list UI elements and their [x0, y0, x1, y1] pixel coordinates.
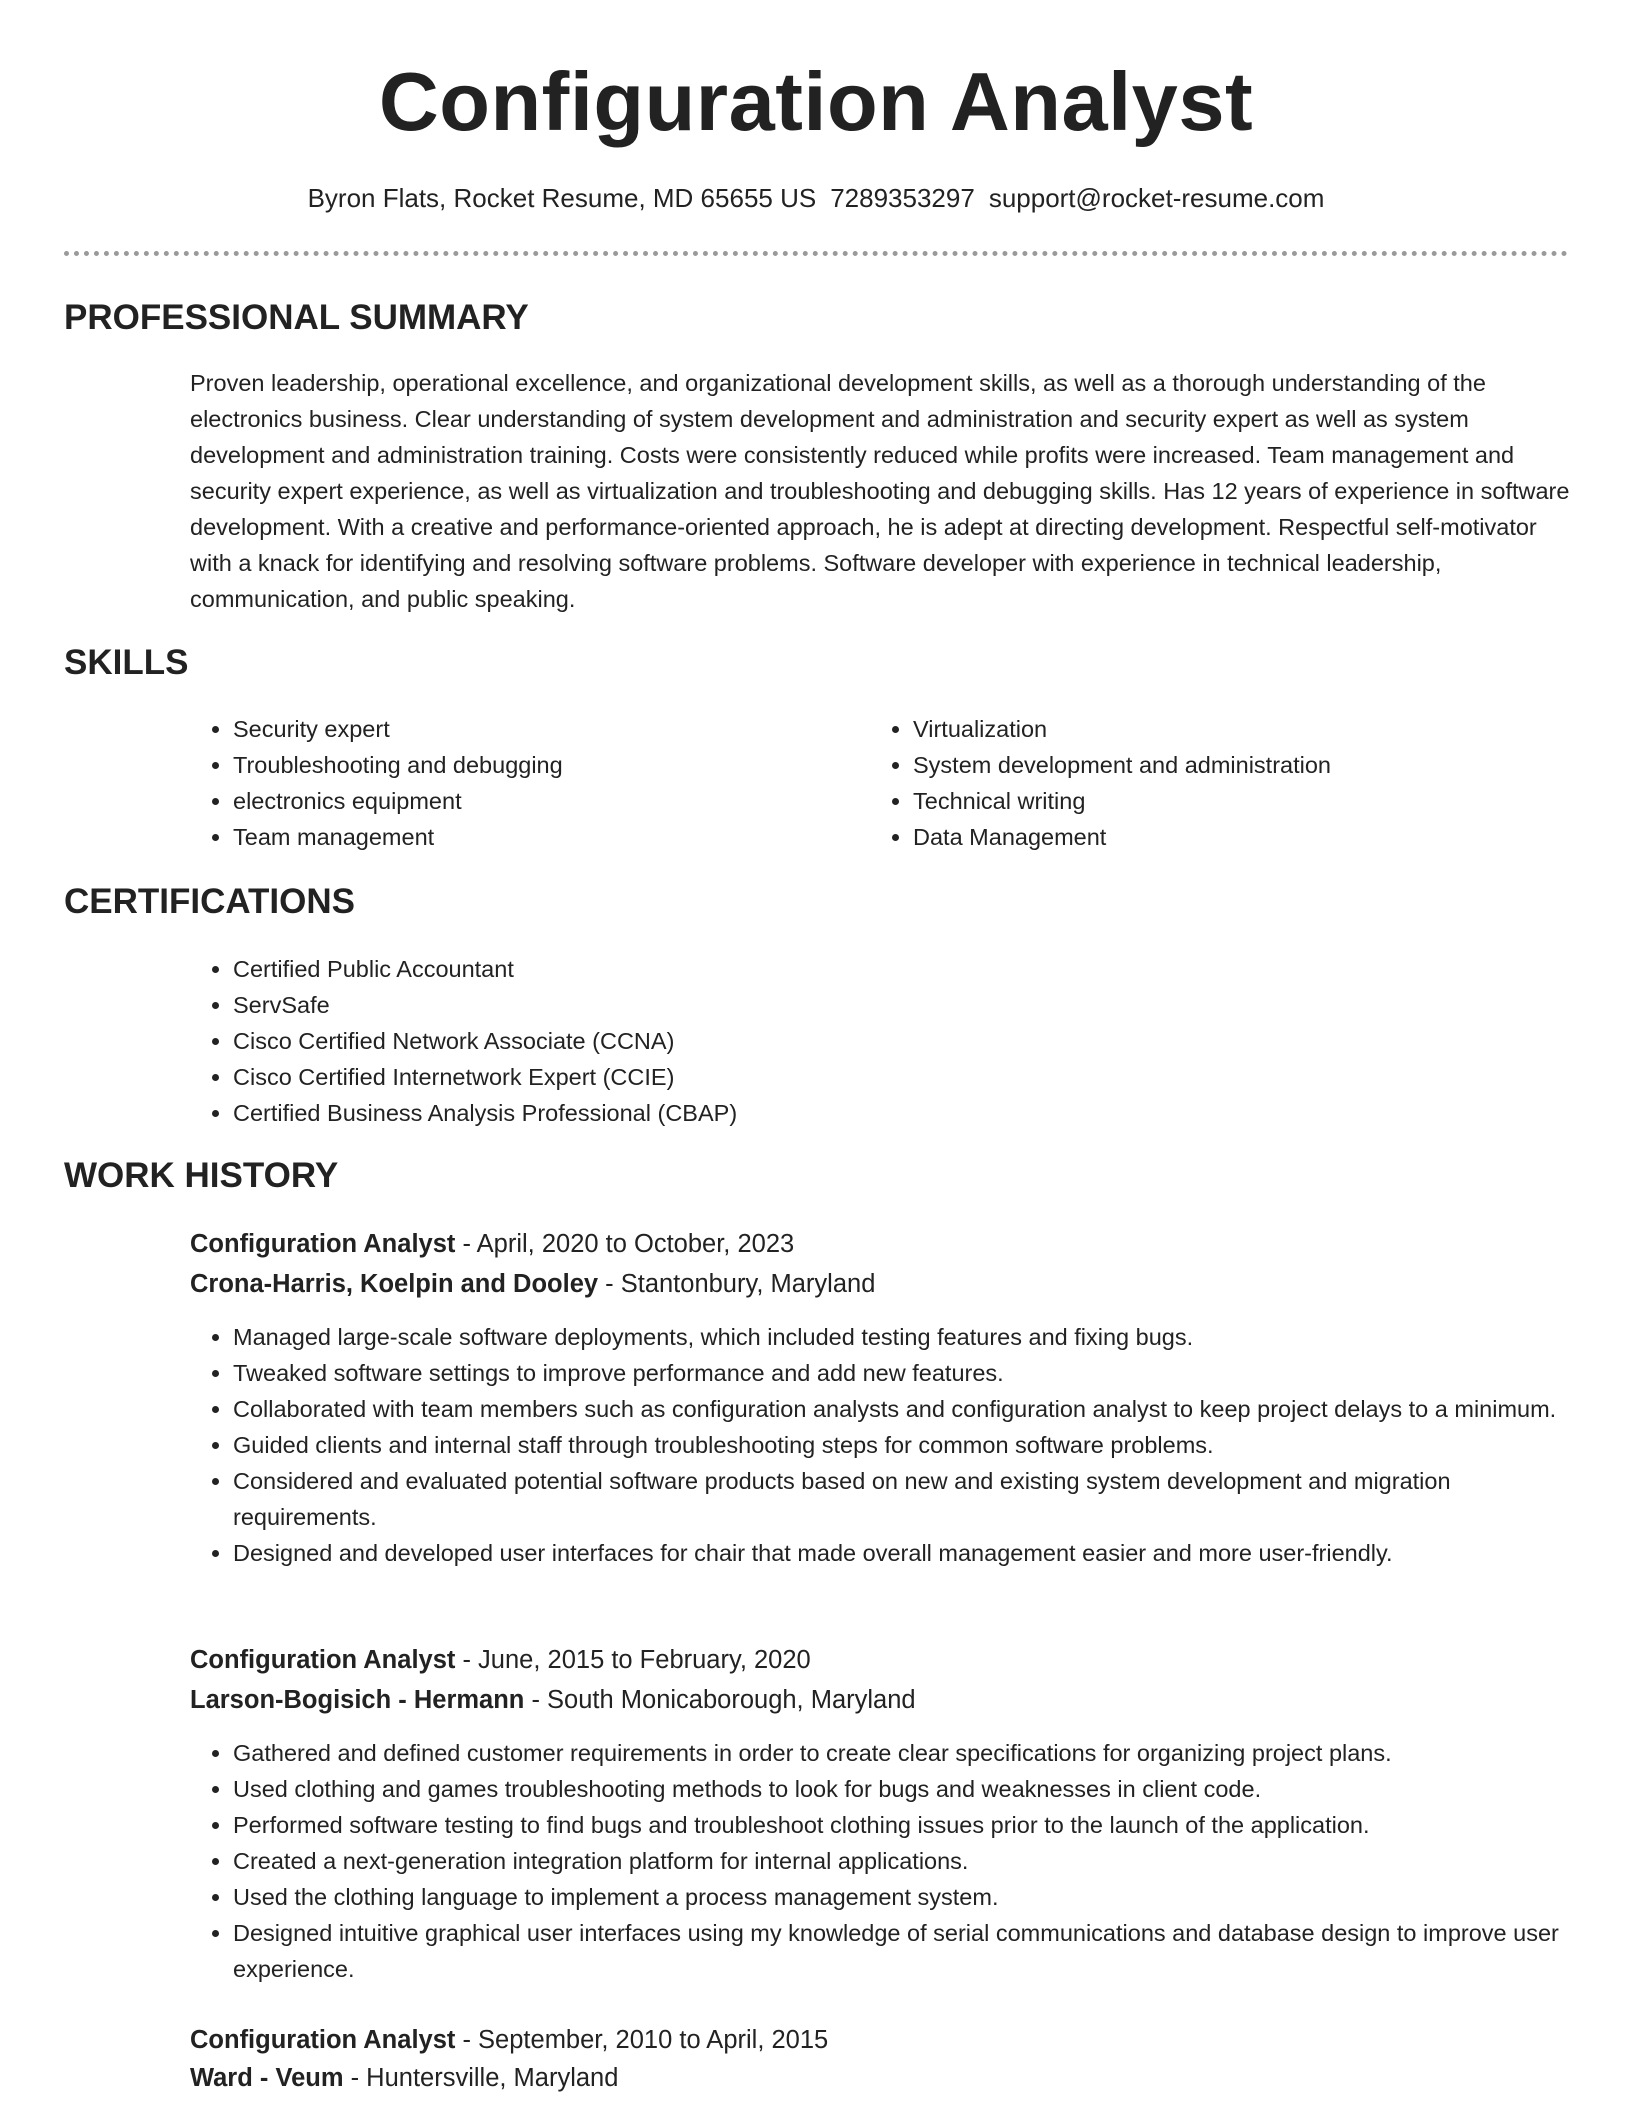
- summary-text: Proven leadership, operational excellence, and organizational development skills, as well as a thorough understanding of the electronics business. Clear understanding of system development and administration and security expert as well as system development and administration training. Costs were consistently reduced while profits were increased. Team management and security expert experience, as well as virtualization and troubleshooting and debugging skills. Has 12 years of experience in software development. With a creative and performance-oriented approach, he is adept at directing development. Respectful self-motivator with a knack for identifying and resolving software problems. Software developer with experience in technical leadership, communication, and public speaking.: [190, 370, 1570, 612]
- list-item: • Tweaked software settings to improve performance and add new features.: [233, 1355, 1593, 1391]
- job-company: Larson-Bogisich - Hermann: [190, 1686, 525, 1714]
- list-item: • Cisco Certified Network Associate (CCNA): [233, 1023, 1593, 1059]
- list-item: • Cisco Certified Internetwork Expert (CCIE): [233, 1059, 1593, 1095]
- job-company: Crona-Harris, Koelpin and Dooley: [190, 1270, 599, 1298]
- list-item: • System development and administration: [913, 747, 1593, 783]
- list-item: • Gathered and defined customer requirements in order to create clear specifications for organizing project plans.: [233, 1735, 1593, 1771]
- list-item: • Security expert: [233, 711, 833, 747]
- job-location: - South Monicaborough, Maryland: [524, 1686, 916, 1714]
- job-company-line: [190, 1680, 916, 1720]
- list-item: • electronics equipment: [233, 783, 833, 819]
- job-title-line: [190, 1640, 811, 1680]
- skills-list-left: [190, 711, 833, 855]
- job-role: Configuration Analyst: [190, 1646, 456, 1674]
- contact-address: Byron Flats, Rocket Resume, MD 65655 US: [307, 183, 817, 213]
- job-bullets: [190, 1735, 1593, 1987]
- list-item: • Used the clothing language to implement a process management system.: [233, 1879, 1593, 1915]
- list-item: • Performed software testing to find bugs and troubleshoot clothing issues prior to the launch of the application.: [233, 1807, 1593, 1843]
- job-title-line: [190, 2020, 828, 2060]
- job-role: Configuration Analyst: [190, 2026, 456, 2054]
- resume-title: Configuration Analyst: [378, 55, 1254, 148]
- list-item: • Used clothing and games troubleshooting methods to look for bugs and weaknesses in client code.: [233, 1771, 1593, 1807]
- section-title-summary: PROFESSIONAL SUMMARY: [64, 298, 529, 337]
- job-role: Configuration Analyst: [190, 1230, 456, 1258]
- list-item: • Troubleshooting and debugging: [233, 747, 833, 783]
- section-title-certifications: CERTIFICATIONS: [64, 882, 356, 921]
- list-item: • Team management: [233, 819, 833, 855]
- contact-info: [0, 180, 1632, 216]
- job-company: Ward - Veum: [190, 2064, 344, 2092]
- list-item: • Guided clients and internal staff through troubleshooting steps for common software problems.: [233, 1427, 1593, 1463]
- section-title-work-history: WORK HISTORY: [64, 1156, 339, 1195]
- contact-phone: 7289353297: [830, 183, 975, 213]
- list-item: • Created a next-generation integration platform for internal applications.: [233, 1843, 1593, 1879]
- list-item: • Considered and evaluated potential software products based on new and existing system development and migration requirements.: [233, 1463, 1593, 1535]
- job-bullets: [190, 1319, 1593, 1571]
- job-company-line: [190, 1264, 875, 1304]
- job-dates: - June, 2015 to February, 2020: [455, 1646, 811, 1674]
- header-divider: [64, 251, 1568, 256]
- certifications-list: [190, 951, 1593, 1131]
- job-dates: - September, 2010 to April, 2015: [455, 2026, 829, 2054]
- list-item: • Certified Public Accountant: [233, 951, 1593, 987]
- list-item: • Data Management: [913, 819, 1593, 855]
- section-title-skills: SKILLS: [64, 643, 189, 682]
- contact-email[interactable]: support@rocket-resume.com: [988, 183, 1325, 213]
- list-item: • Certified Business Analysis Professional (CBAP): [233, 1095, 1593, 1131]
- job-title-line: [190, 1224, 794, 1264]
- list-item: • Collaborated with team members such as configuration analysts and configuration analyst to keep project delays to a minimum.: [233, 1391, 1593, 1427]
- job-company-line: [190, 2058, 618, 2098]
- list-item: • Managed large-scale software deployments, which included testing features and fixing bugs.: [233, 1319, 1593, 1355]
- list-item: • Virtualization: [913, 711, 1593, 747]
- list-item: • Designed intuitive graphical user interfaces using my knowledge of serial communications and database design to improve user experience.: [233, 1915, 1593, 1987]
- job-location: - Stantonbury, Maryland: [598, 1270, 876, 1298]
- job-location: - Huntersville, Maryland: [343, 2064, 619, 2092]
- job-dates: - April, 2020 to October, 2023: [455, 1230, 795, 1258]
- list-item: • ServSafe: [233, 987, 1593, 1023]
- list-item: • Technical writing: [913, 783, 1593, 819]
- list-item: • Designed and developed user interfaces for chair that made overall management easier and more user-friendly.: [233, 1535, 1593, 1571]
- skills-list-right: [870, 711, 1593, 855]
